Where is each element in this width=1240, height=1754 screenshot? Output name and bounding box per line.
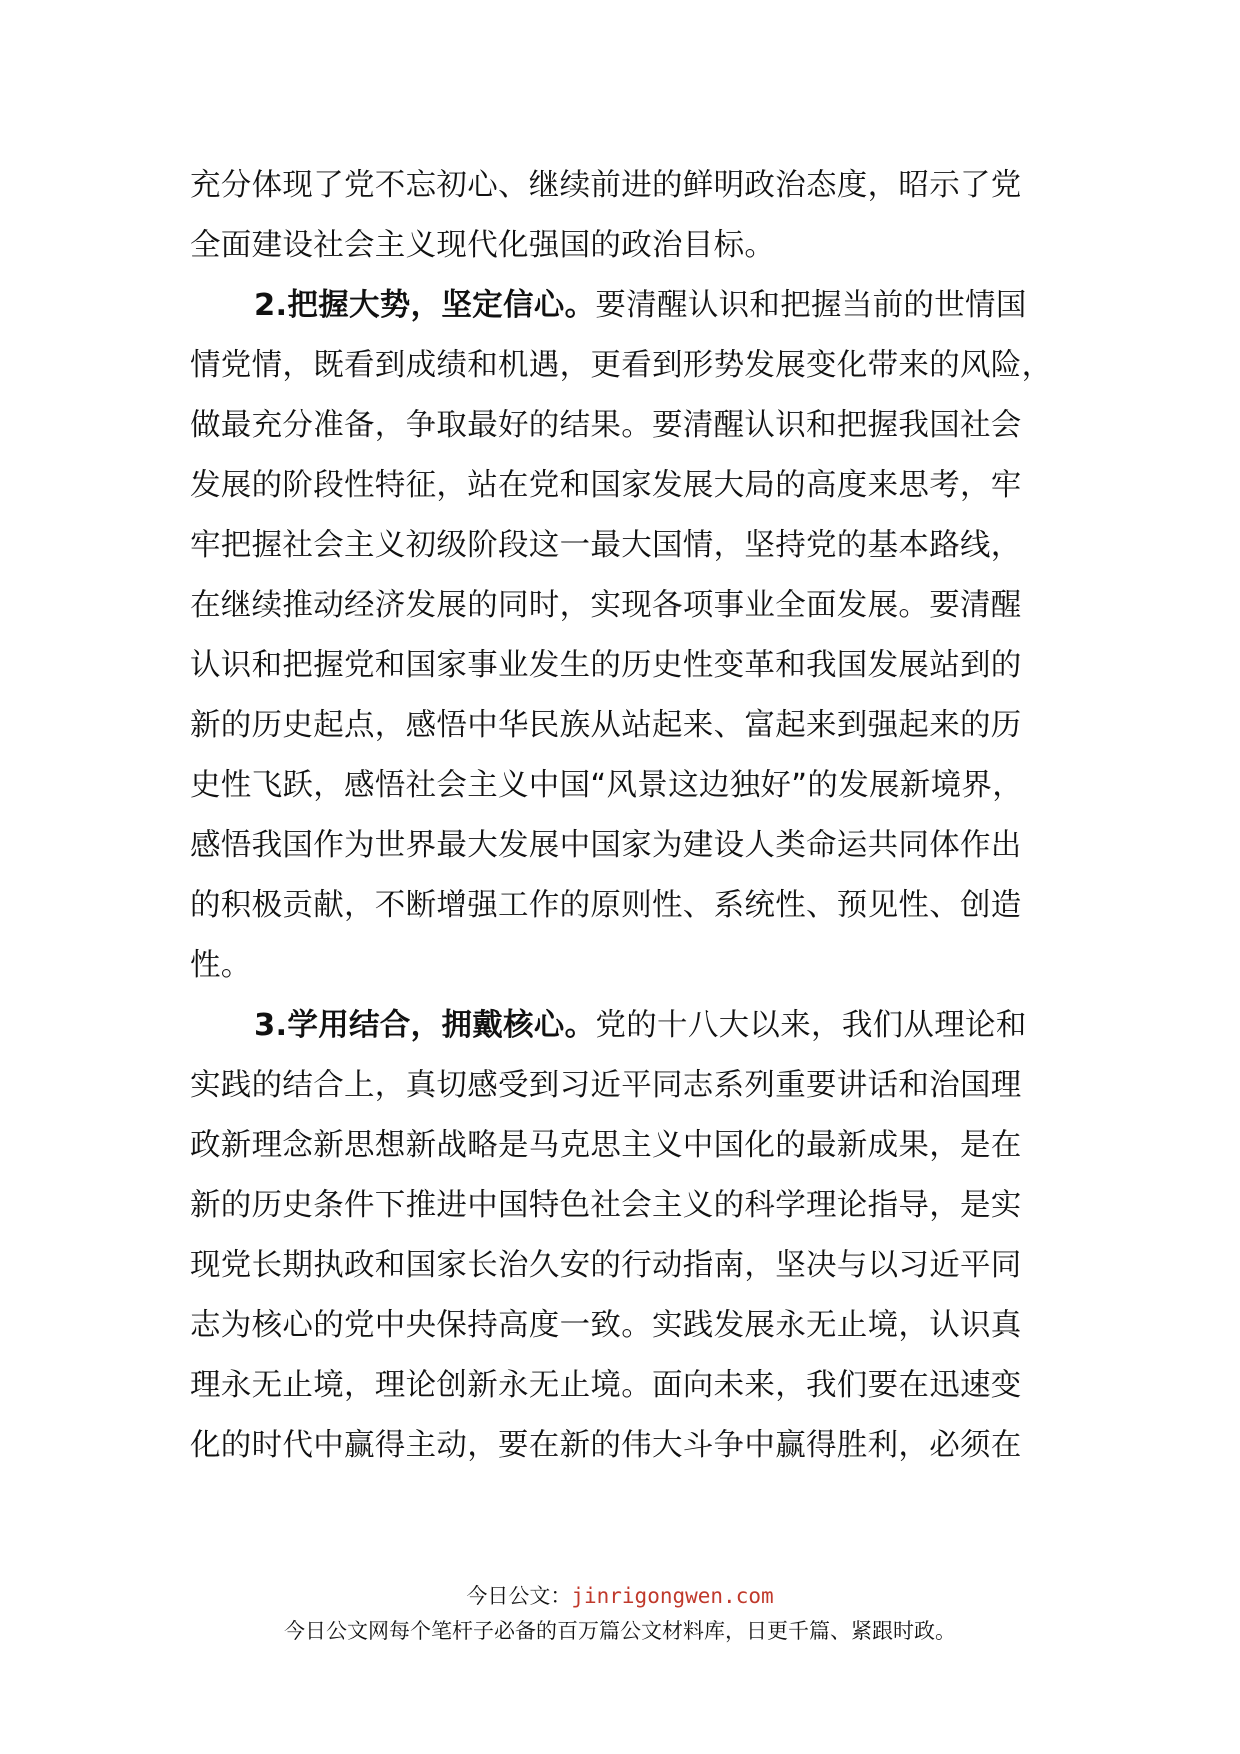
text-line: 性。 [190, 948, 252, 983]
footer-site [0, 1582, 1240, 1610]
text-line: 全面建设社会主义现代化强国的政治目标。 [190, 228, 776, 263]
text-line: 牢把握社会主义初级阶段这一最大国情，坚持党的基本路线， [190, 528, 1022, 563]
paragraph-2-heading: 2.把握大势，坚定信心。 [254, 288, 596, 323]
text-line: 充分体现了党不忘初心、继续前进的鲜明政治态度，昭示了党 [190, 168, 1022, 203]
text-line: 感悟我国作为世界最大发展中国家为建设人类命运共同体作出 [190, 828, 1022, 863]
text-line: 发展的阶段性特征，站在党和国家发展大局的高度来思考，牢 [190, 468, 1022, 503]
footer-site-link[interactable]: jinrigongwen.com [571, 1584, 774, 1608]
text-line: 的积极贡献，不断增强工作的原则性、系统性、预见性、创造 [190, 888, 1022, 923]
text-line: 政新理念新思想新战略是马克思主义中国化的最新成果，是在 [190, 1128, 1022, 1163]
paragraph-3-first-text: 党的十八大以来，我们从理论和 [595, 1008, 1027, 1043]
paragraph-2-first-line [254, 286, 1027, 326]
text-line: 实践的结合上，真切感受到习近平同志系列重要讲话和治国理 [190, 1068, 1022, 1103]
paragraph-3-first-line [254, 1006, 1027, 1046]
text-line: 化的时代中赢得主动，要在新的伟大斗争中赢得胜利，必须在 [190, 1428, 1022, 1463]
text-line: 史性飞跃，感悟社会主义中国“风景这边独好”的发展新境界， [190, 768, 1024, 803]
text-line: 现党长期执政和国家长治久安的行动指南，坚决与以习近平同 [190, 1248, 1022, 1283]
text-line: 在继续推动经济发展的同时，实现各项事业全面发展。要清醒 [190, 588, 1022, 623]
text-line: 理永无止境，理论创新永无止境。面向未来，我们要在迅速变 [190, 1368, 1022, 1403]
paragraph-2-first-text: 要清醒认识和把握当前的世情国 [595, 288, 1027, 323]
text-line: 新的历史条件下推进中国特色社会主义的科学理论指导，是实 [190, 1188, 1022, 1223]
footer-site-label: 今日公文： [466, 1584, 572, 1608]
text-line: 新的历史起点，感悟中华民族从站起来、富起来到强起来的历 [190, 708, 1022, 743]
text-line: 志为核心的党中央保持高度一致。实践发展永无止境，认识真 [190, 1308, 1022, 1343]
footer-slogan: 今日公文网每个笔杆子必备的百万篇公文材料库，日更千篇、紧跟时政。 [284, 1619, 956, 1643]
text-line: 做最充分准备，争取最好的结果。要清醒认识和把握我国社会 [190, 408, 1022, 443]
text-line: 情党情，既看到成绩和机遇，更看到形势发展变化带来的风险， [190, 348, 1053, 383]
text-line: 认识和把握党和国家事业发生的历史性变革和我国发展站到的 [190, 648, 1022, 683]
paragraph-3-heading: 3.学用结合，拥戴核心。 [254, 1008, 596, 1043]
